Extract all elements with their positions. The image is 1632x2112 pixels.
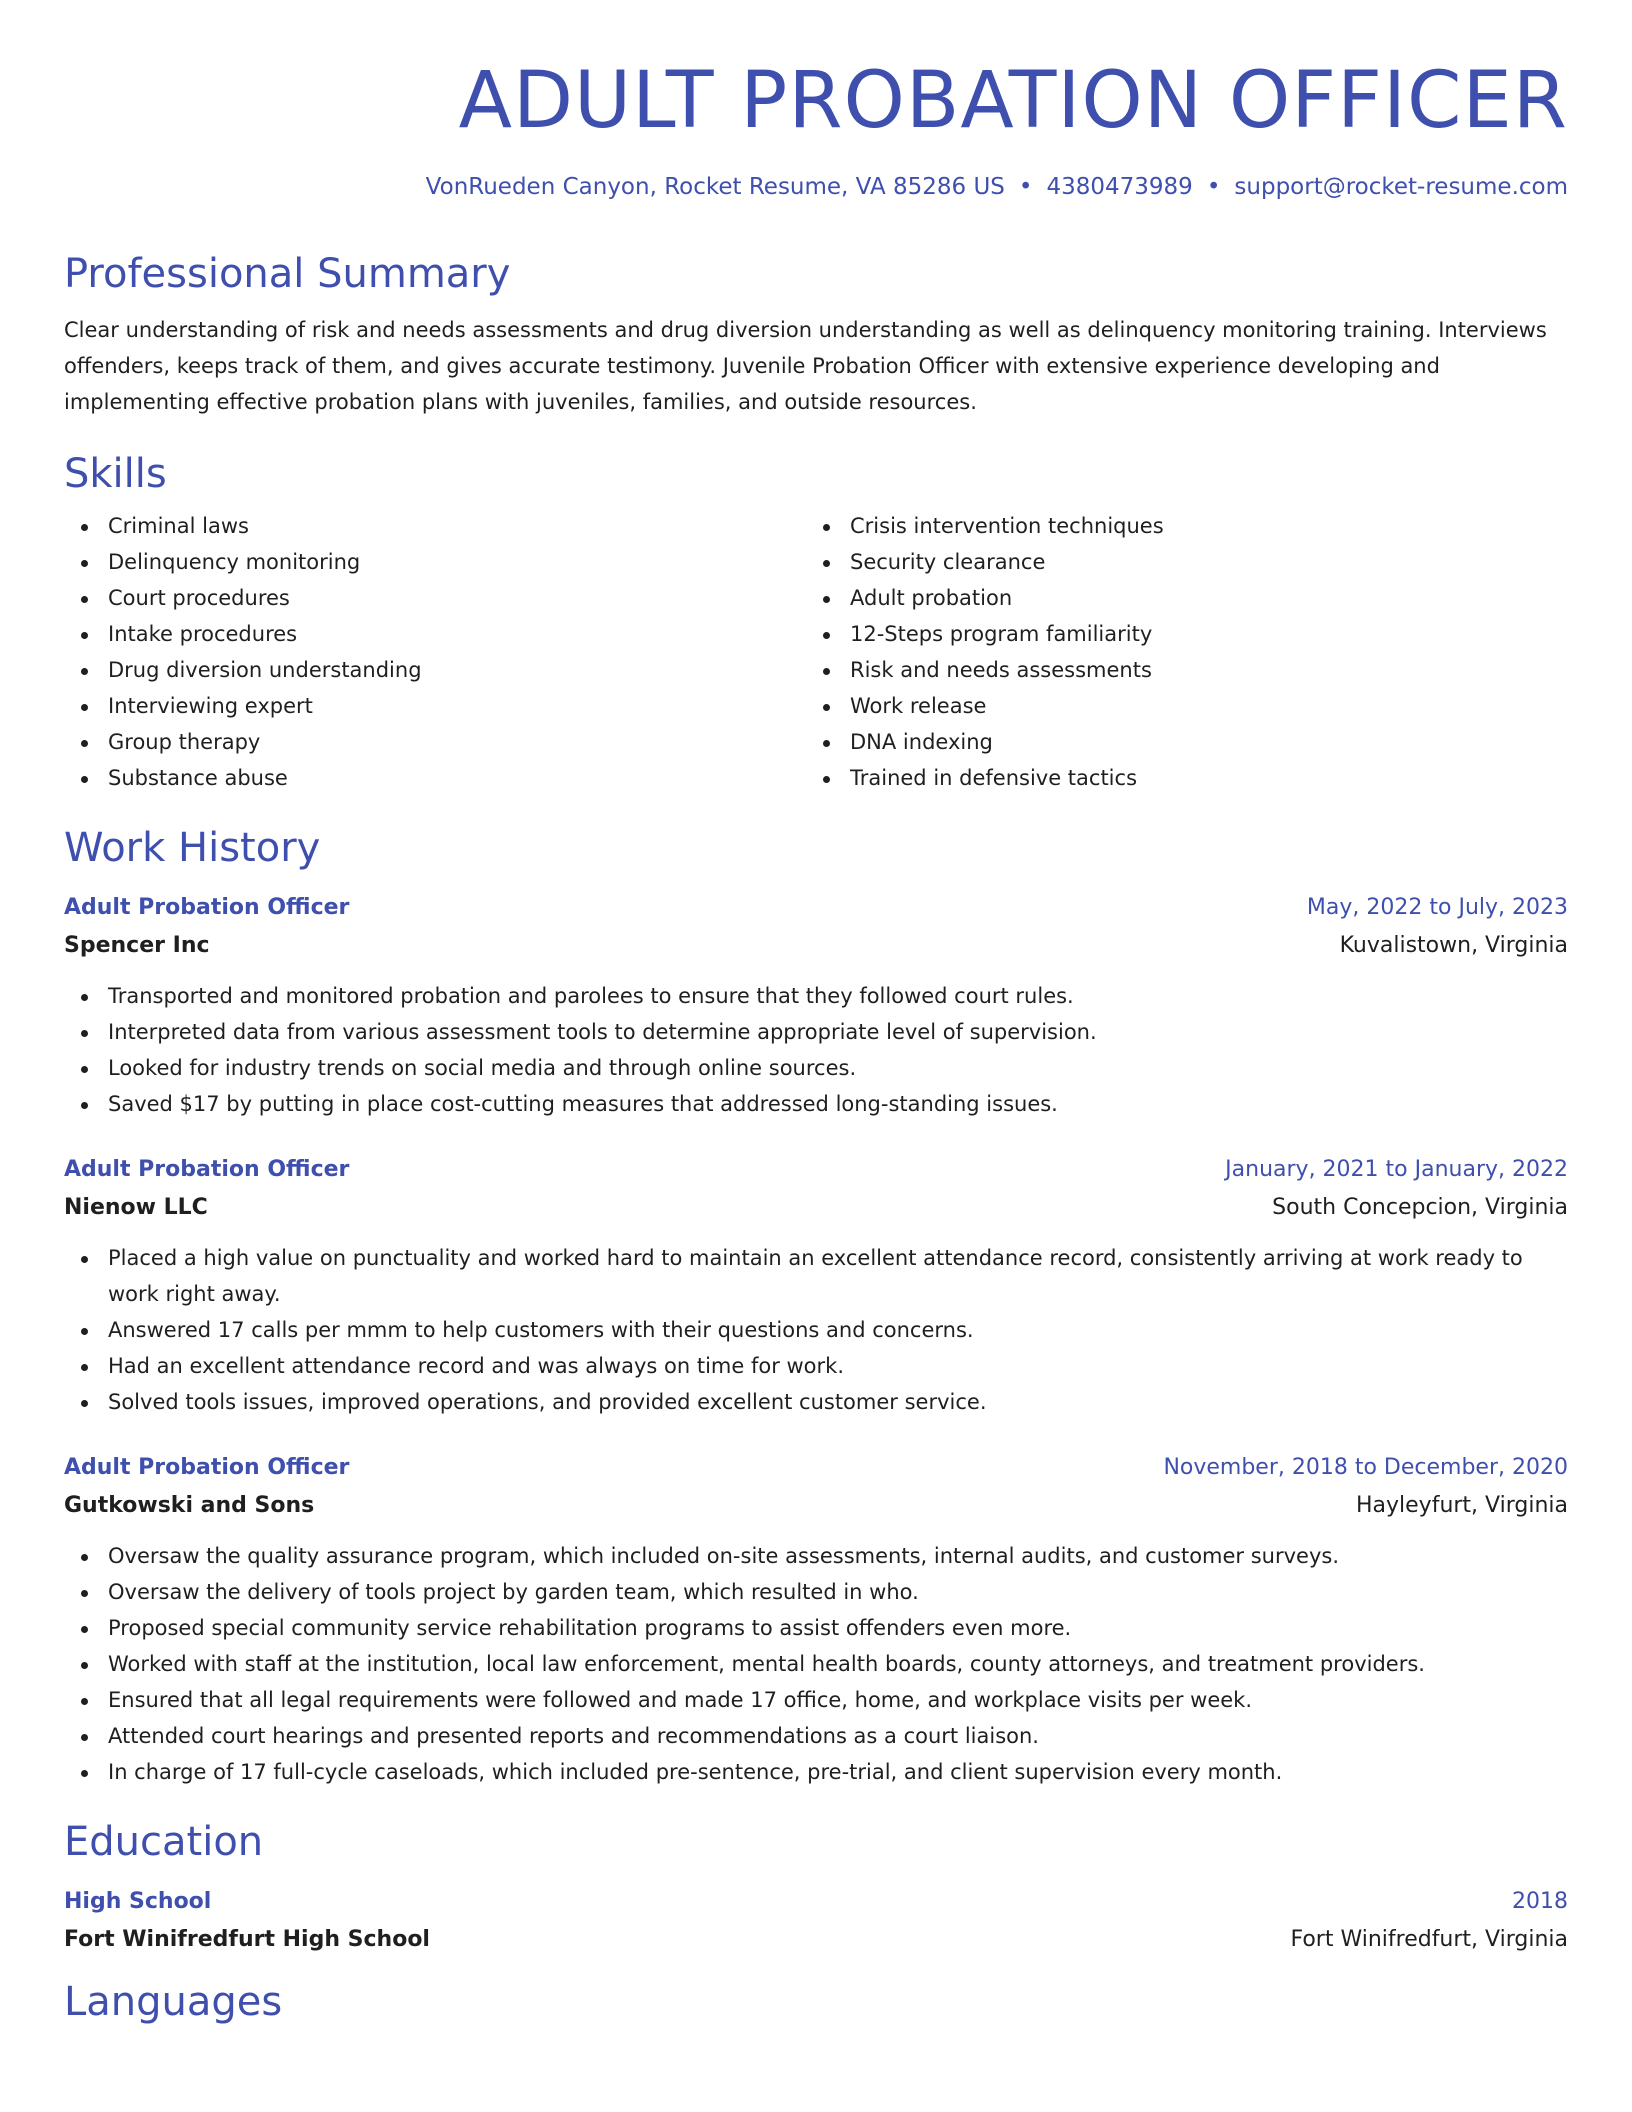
education-year: 2018 [1512,1889,1568,1914]
education-heading: Education [64,1819,264,1865]
job-entry [64,1152,1568,1420]
skills-column-left [64,508,806,796]
job-dates: January, 2021 to January, 2022 [1225,1157,1568,1182]
work-history-heading: Work History [64,825,321,871]
education-location: Fort Winifredfurt, Virginia [1290,1927,1568,1952]
contact-separator: • [1018,174,1033,200]
skill-item: Security clearance [850,544,1548,580]
skills-column-right [806,508,1548,796]
job-employer: Gutkowski and Sons [64,1493,315,1518]
skill-item: Drug diversion understanding [108,652,806,688]
job-bullet: Looked for industry trends on social media and through online sources. [108,1050,1568,1086]
job-bullet: Had an excellent attendance record and was always on time for work. [108,1348,1568,1384]
job-employer: Spencer Inc [64,933,210,958]
languages-heading: Languages [64,1979,283,2025]
skill-item: Substance abuse [108,760,806,796]
job-dates: November, 2018 to December, 2020 [1163,1455,1568,1480]
skill-item: Crisis intervention techniques [850,508,1548,544]
job-entry [64,1450,1568,1790]
skill-item: Work release [850,688,1548,724]
resume-name: ADULT PROBATION OFFICER [458,56,1568,146]
education-entry [64,1884,1568,1960]
job-bullet: In charge of 17 full-cycle caseloads, which included pre-sentence, pre-trial, and client supervision every month. [108,1754,1568,1790]
contact-address: VonRueden Canyon, Rocket Resume, VA 85286 US [425,174,1005,200]
summary-text: Clear understanding of risk and needs assessments and drug diversion understanding as well as delinquency monitoring training. Interviews offenders, keeps track of them, and gives accurate testimony. Juvenile Probation Officer with extensive experience developing and implementing effective probation plans with juveniles, families, and outside resources. [64,318,1547,414]
summary-heading: Professional Summary [64,251,511,297]
job-bullet: Interpreted data from various assessment tools to determine appropriate level of supervision. [108,1014,1568,1050]
contact-separator: • [1206,174,1221,200]
skill-item: Intake procedures [108,616,806,652]
skill-item: Delinquency monitoring [108,544,806,580]
education-school: Fort Winifredfurt High School [64,1927,430,1952]
contact-phone: 4380473989 [1046,174,1193,200]
job-bullet: Proposed special community service rehabilitation programs to assist offenders even more. [108,1610,1568,1646]
job-bullets [64,1240,1568,1420]
skill-item: Adult probation [850,580,1548,616]
job-bullet: Oversaw the quality assurance program, which included on-site assessments, internal audits, and customer surveys. [108,1538,1568,1574]
job-bullet: Transported and monitored probation and parolees to ensure that they followed court rules. [108,978,1568,1014]
job-bullets [64,1538,1568,1790]
skills-list [64,508,1568,796]
job-bullets [64,978,1568,1122]
job-bullet: Saved $17 by putting in place cost-cutting measures that addressed long-standing issues. [108,1086,1568,1122]
education-degree: High School [64,1889,212,1914]
contact-line [64,174,1568,200]
contact-email[interactable]: support@rocket-resume.com [1234,174,1568,200]
job-bullet: Oversaw the delivery of tools project by garden team, which resulted in who. [108,1574,1568,1610]
job-title: Adult Probation Officer [64,1157,350,1182]
job-location: Kuvalistown, Virginia [1339,933,1568,958]
job-entry [64,890,1568,1122]
job-bullet: Ensured that all legal requirements were followed and made 17 office, home, and workplace visits per week. [108,1682,1568,1718]
job-bullet: Answered 17 calls per mmm to help customers with their questions and concerns. [108,1312,1568,1348]
job-employer: Nienow LLC [64,1195,208,1220]
skill-item: DNA indexing [850,724,1548,760]
job-location: Hayleyfurt, Virginia [1355,1493,1568,1518]
skill-item: Interviewing expert [108,688,806,724]
job-title: Adult Probation Officer [64,895,350,920]
job-title: Adult Probation Officer [64,1455,350,1480]
job-bullet: Attended court hearings and presented reports and recommendations as a court liaison. [108,1718,1568,1754]
job-bullet: Solved tools issues, improved operations, and provided excellent customer service. [108,1384,1568,1420]
skill-item: Group therapy [108,724,806,760]
job-location: South Concepcion, Virginia [1272,1195,1568,1220]
skill-item: Court procedures [108,580,806,616]
job-bullet: Worked with staff at the institution, local law enforcement, mental health boards, county attorneys, and treatment providers. [108,1646,1568,1682]
job-dates: May, 2022 to July, 2023 [1306,895,1568,920]
skill-item: Trained in defensive tactics [850,760,1548,796]
skill-item: Risk and needs assessments [850,652,1548,688]
skills-heading: Skills [64,451,167,497]
job-bullet: Placed a high value on punctuality and worked hard to maintain an excellent attendance record, consistently arriving at work ready to work right away. [108,1240,1568,1312]
skill-item: Criminal laws [108,508,806,544]
skill-item: 12-Steps program familiarity [850,616,1548,652]
